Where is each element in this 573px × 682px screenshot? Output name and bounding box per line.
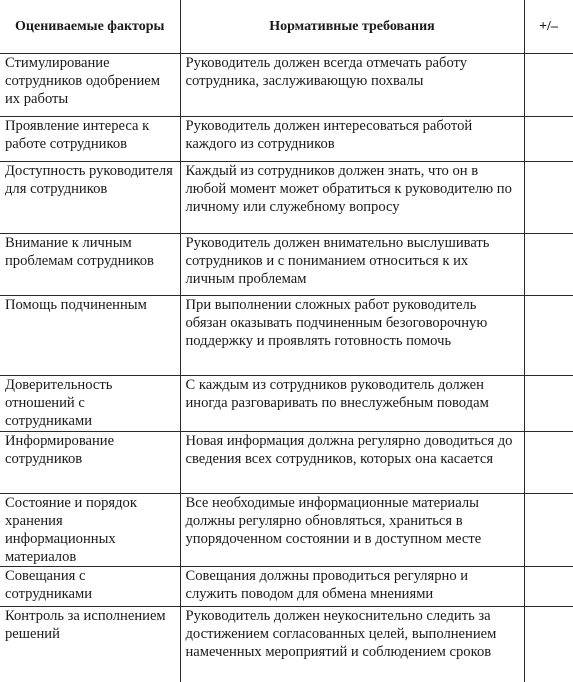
header-mark: +/– bbox=[524, 0, 573, 53]
requirement-cell: Каждый из сотрудников должен знать, что он в любой момент может обратиться к руководителю по личному или служебному вопросу bbox=[180, 161, 524, 233]
factor-cell: Проявление интереса к работе сотрудников bbox=[0, 116, 180, 161]
requirement-cell: С каждым из сотрудников руководитель должен иногда разговаривать по внеслужебным поводам bbox=[180, 375, 524, 431]
mark-cell[interactable] bbox=[524, 161, 573, 233]
factor-cell: Внимание к личным проблемам сотрудников bbox=[0, 233, 180, 295]
header-requirements: Нормативные требования bbox=[180, 0, 524, 53]
factor-cell: Доверительность отношений с сотрудниками bbox=[0, 375, 180, 431]
mark-cell[interactable] bbox=[524, 375, 573, 431]
factor-cell: Помощь подчиненным bbox=[0, 295, 180, 375]
mark-cell[interactable] bbox=[524, 233, 573, 295]
table-row bbox=[0, 116, 573, 161]
mark-cell[interactable] bbox=[524, 116, 573, 161]
mark-cell[interactable] bbox=[524, 606, 573, 682]
table-row bbox=[0, 566, 573, 606]
requirement-cell: Новая информация должна регулярно доводиться до сведения всех сотрудников, которых она касается bbox=[180, 431, 524, 493]
mark-cell[interactable] bbox=[524, 493, 573, 566]
header-factors: Оцениваемые факторы bbox=[0, 0, 180, 53]
requirement-cell: Руководитель должен внимательно выслушивать сотрудников и с пониманием относиться к их личным проблемам bbox=[180, 233, 524, 295]
factor-cell: Доступность руководителя для сотрудников bbox=[0, 161, 180, 233]
factor-cell: Состояние и порядок хранения информационных материалов bbox=[0, 493, 180, 566]
table-row bbox=[0, 606, 573, 682]
factor-cell: Информирование сотрудников bbox=[0, 431, 180, 493]
table-row bbox=[0, 431, 573, 493]
mark-cell[interactable] bbox=[524, 431, 573, 493]
table-row bbox=[0, 493, 573, 566]
mark-cell[interactable] bbox=[524, 566, 573, 606]
factor-cell: Совещания с сотрудниками bbox=[0, 566, 180, 606]
requirement-cell: Руководитель должен всегда отмечать работу сотрудника, заслуживающую похвалы bbox=[180, 53, 524, 116]
requirement-cell: Совещания должны проводиться регулярно и служить поводом для обмена мнениями bbox=[180, 566, 524, 606]
mark-cell[interactable] bbox=[524, 53, 573, 116]
table-header-row bbox=[0, 0, 573, 53]
table-row bbox=[0, 161, 573, 233]
factor-cell: Контроль за исполнением решений bbox=[0, 606, 180, 682]
table-row bbox=[0, 375, 573, 431]
requirement-cell: Все необходимые информационные материалы должны регулярно обновляться, храниться в упорядоченном состоянии и в доступном месте bbox=[180, 493, 524, 566]
requirement-cell: Руководитель должен интересоваться работой каждого из сотрудников bbox=[180, 116, 524, 161]
table-row bbox=[0, 53, 573, 116]
requirement-cell: Руководитель должен неукоснительно следить за достижением согласованных целей, выполнением намеченных мероприятий и соблюдением сроков bbox=[180, 606, 524, 682]
factor-cell: Стимулирование сотрудников одобрением их работы bbox=[0, 53, 180, 116]
table-row bbox=[0, 233, 573, 295]
requirement-cell: При выполнении сложных работ руководитель обязан оказывать подчиненным безоговорочную поддержку и проявлять готовность помочь bbox=[180, 295, 524, 375]
table-row bbox=[0, 295, 573, 375]
mark-cell[interactable] bbox=[524, 295, 573, 375]
